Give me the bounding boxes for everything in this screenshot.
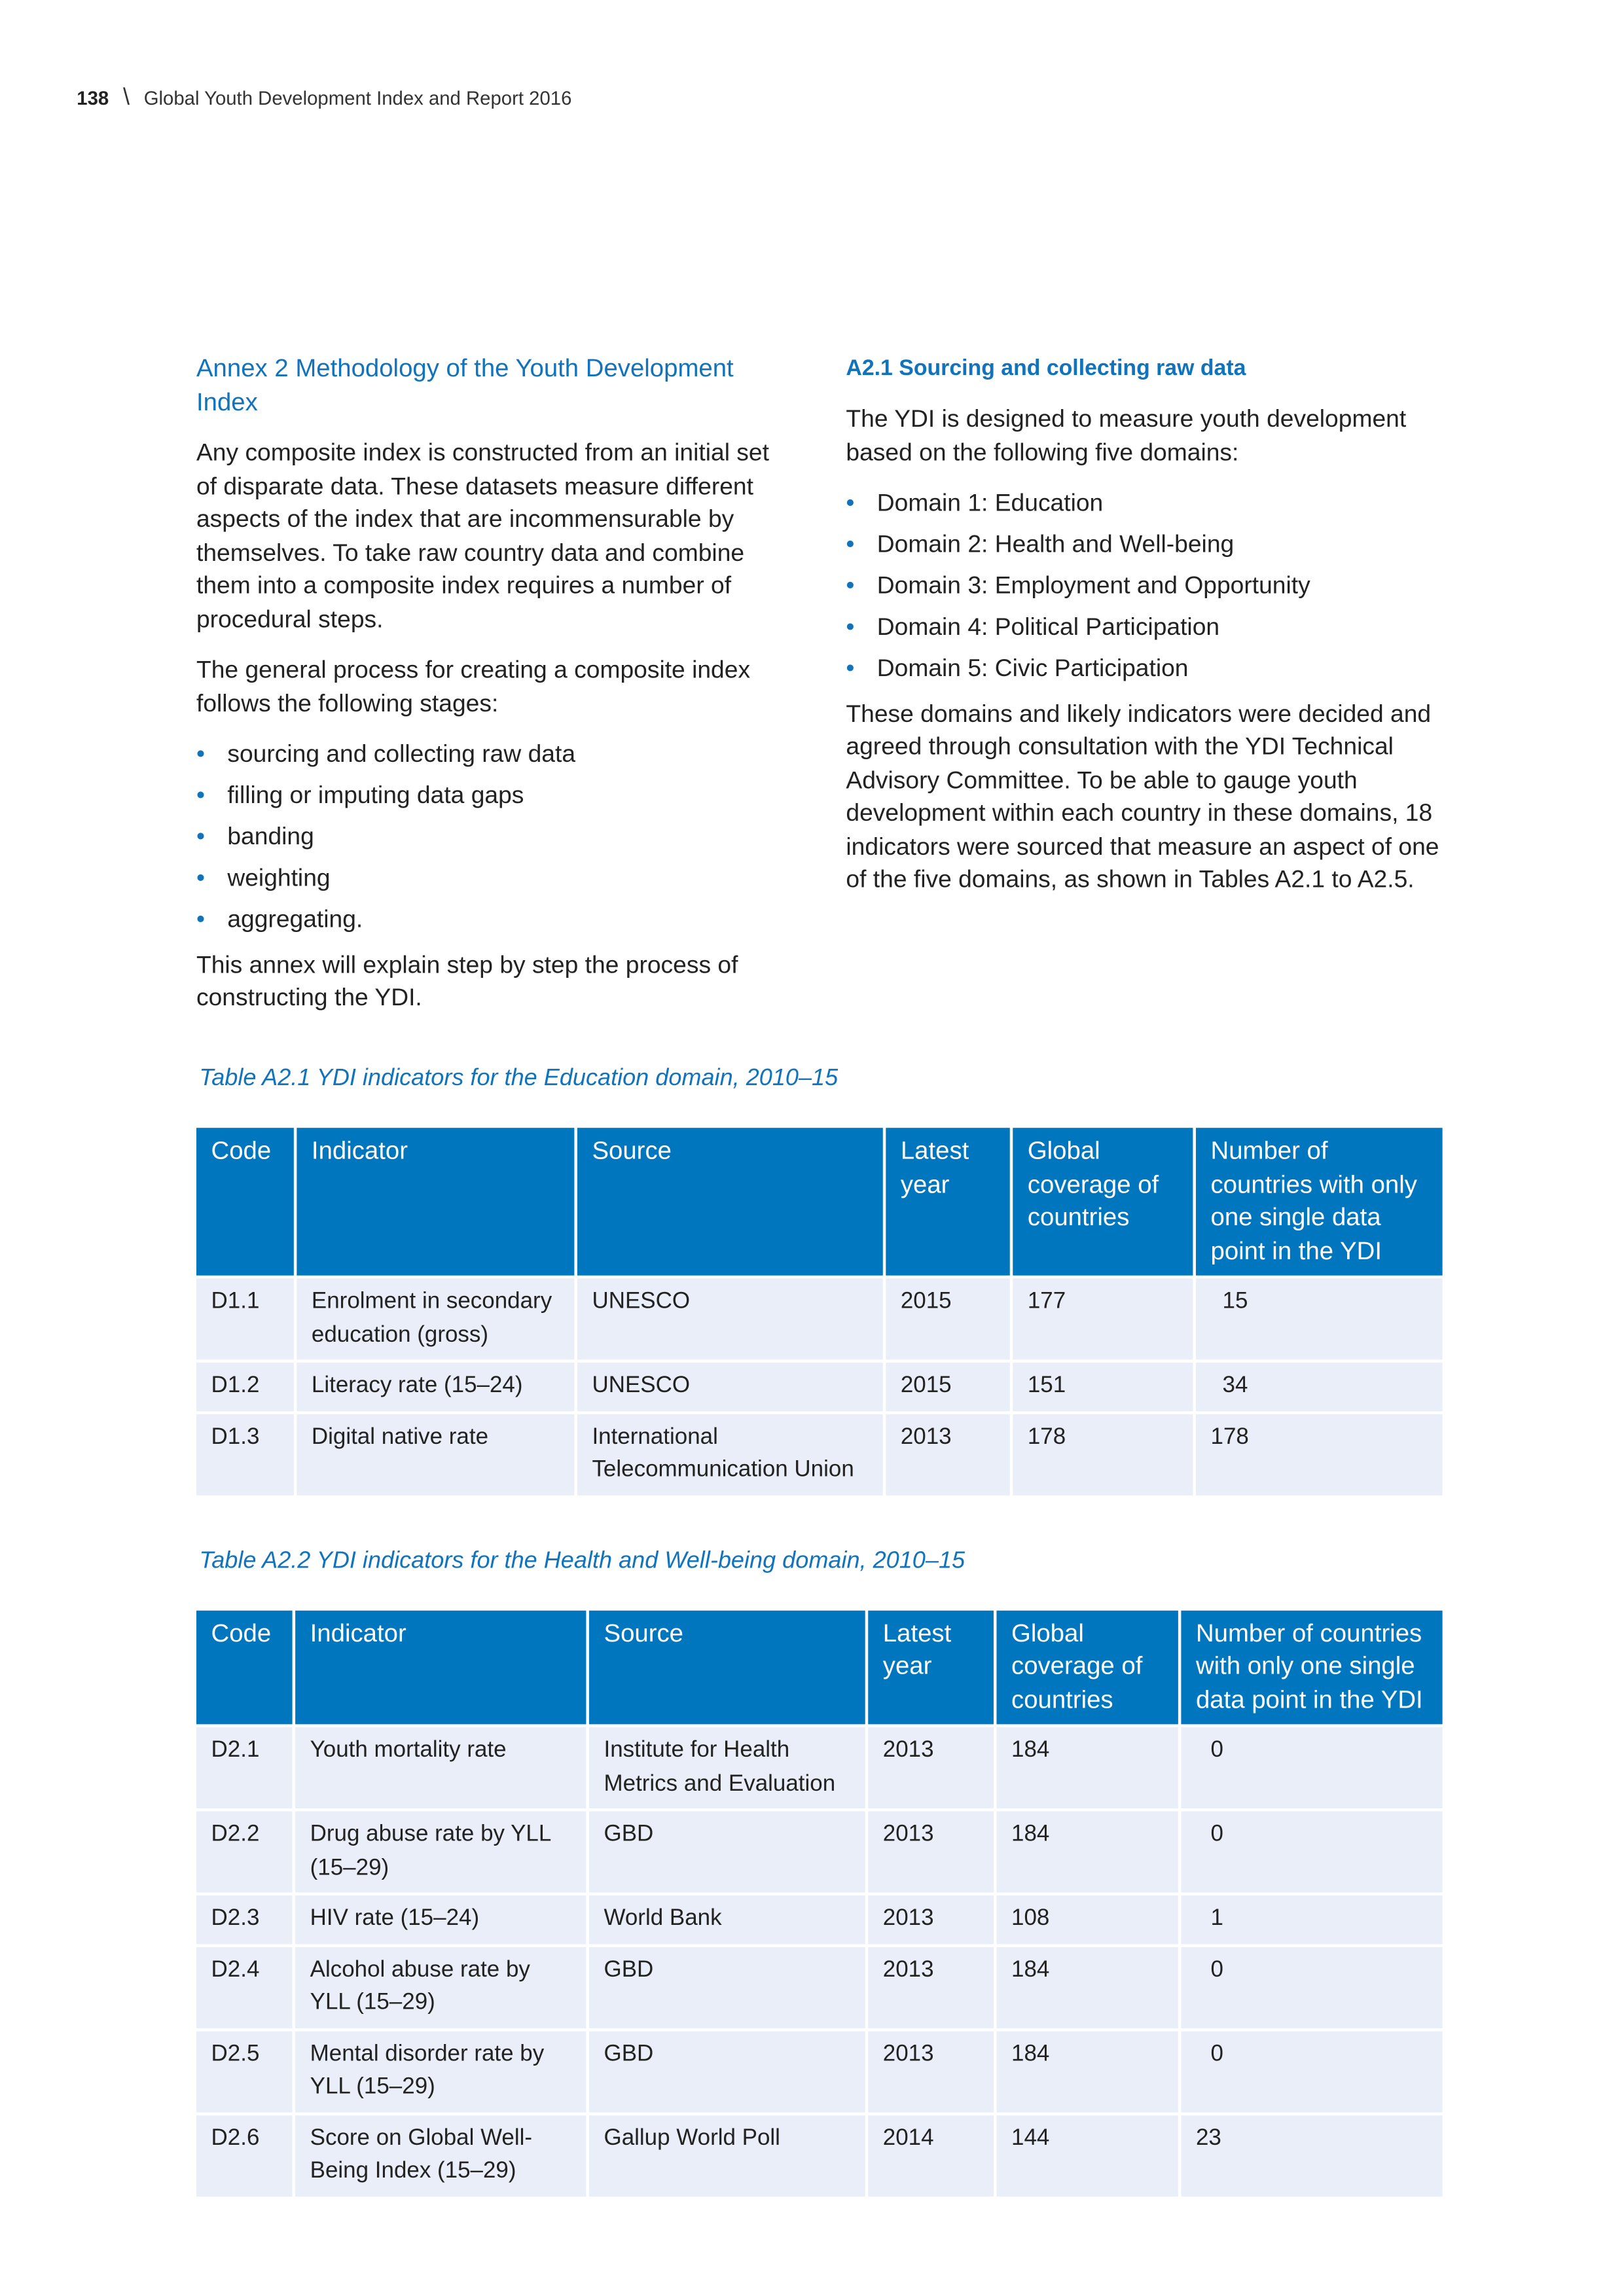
- table-cell: Score on Global Well-Being Index (15–29): [295, 2115, 586, 2196]
- table-cell: UNESCO: [577, 1363, 883, 1410]
- publication-title: Global Youth Development Index and Report 2016: [143, 87, 572, 109]
- table-cell: 2013: [868, 1946, 994, 2028]
- table-row: [196, 2115, 1443, 2196]
- column-header: Code: [196, 1128, 294, 1276]
- column-header: Code: [196, 1610, 293, 1725]
- table-cell: 0: [1181, 1946, 1442, 2028]
- paragraph: This annex will explain step by step the process of constructing the YDI.: [196, 951, 738, 1012]
- list-item: [846, 653, 1442, 686]
- table-row: [196, 1895, 1443, 1943]
- table-caption: Table A2.1 YDI indicators for the Education domain, 2010–15: [199, 1066, 839, 1091]
- table-cell: Digital native rate: [297, 1414, 574, 1495]
- table-cell: 178: [1196, 1414, 1443, 1495]
- table-cell: 2015: [886, 1363, 1009, 1410]
- table-cell: GBD: [589, 2030, 865, 2111]
- list-item: [846, 611, 1442, 645]
- bullet-icon: •: [196, 865, 206, 892]
- separator: \: [122, 85, 130, 111]
- health-indicators-table: [193, 1607, 1445, 2198]
- table-caption: Table A2.2 YDI indicators for the Health and Well-being domain, 2010–15: [199, 1547, 965, 1573]
- table-cell: D2.4: [196, 1946, 293, 2028]
- table-cell: World Bank: [589, 1895, 865, 1943]
- education-indicators-table: [193, 1125, 1445, 1498]
- table-cell: 184: [996, 2030, 1178, 2111]
- list-item-text: banding: [227, 823, 314, 851]
- table-cell: 184: [996, 1727, 1178, 1808]
- list-item-text: Domain 1: Education: [876, 490, 1104, 517]
- list-item-text: weighting: [227, 865, 331, 892]
- bullet-icon: •: [846, 573, 855, 600]
- bullet-icon: •: [846, 655, 855, 683]
- left-column: [196, 353, 787, 1033]
- paragraph: The general process for creating a composite index follows the following stages:: [196, 656, 751, 717]
- table-cell: 178: [1013, 1414, 1193, 1495]
- table-cell: D2.2: [196, 1811, 293, 1892]
- right-column: [846, 353, 1442, 914]
- annex-heading: Annex 2 Methodology of the Youth Development Index: [196, 354, 734, 416]
- table-cell: 144: [996, 2115, 1178, 2196]
- table-cell: 177: [1013, 1278, 1193, 1359]
- column-header: Source: [577, 1128, 883, 1276]
- table-cell: International Telecommunication Union: [577, 1414, 883, 1495]
- table-cell: Gallup World Poll: [589, 2115, 865, 2196]
- list-item-text: aggregating.: [227, 906, 363, 933]
- table-cell: Alcohol abuse rate by YLL (15–29): [295, 1946, 586, 2028]
- paragraph: Any composite index is constructed from an initial set of disparate data. These datasets measure different aspects of the index that are incommensurable by themselves. To take raw country data and combine them into a composite index requires a number of procedural steps.: [196, 440, 769, 633]
- table-cell: HIV rate (15–24): [295, 1895, 586, 1943]
- page-number: 138: [77, 87, 109, 109]
- column-header: Global coverage of countries: [1013, 1128, 1193, 1276]
- table-cell: 15: [1196, 1278, 1443, 1359]
- list-item: [846, 570, 1442, 603]
- column-header: Number of countries with only one single data point in the YDI: [1196, 1128, 1443, 1276]
- bullet-icon: •: [196, 906, 206, 933]
- table-cell: D1.1: [196, 1278, 294, 1359]
- table-row: [196, 1363, 1443, 1410]
- domains-list: [846, 487, 1442, 685]
- table-cell: Drug abuse rate by YLL (15–29): [295, 1811, 586, 1892]
- bullet-icon: •: [196, 823, 206, 851]
- table-cell: UNESCO: [577, 1278, 883, 1359]
- list-item: [196, 903, 787, 937]
- list-item: [846, 487, 1442, 520]
- table-row: [196, 2030, 1443, 2111]
- table-cell: D2.5: [196, 2030, 293, 2111]
- column-header: Global coverage of countries: [996, 1610, 1178, 1725]
- table-cell: 34: [1196, 1363, 1443, 1410]
- list-item-text: Domain 4: Political Participation: [876, 614, 1220, 641]
- table-cell: Mental disorder rate by YLL (15–29): [295, 2030, 586, 2111]
- table-row: [196, 1727, 1443, 1808]
- header-row: [196, 1610, 1443, 1725]
- table-cell: 2013: [868, 1811, 994, 1892]
- table-row: [196, 1946, 1443, 2028]
- table-cell: Enrolment in secondary education (gross): [297, 1278, 574, 1359]
- list-item-text: Domain 5: Civic Participation: [876, 655, 1189, 683]
- stages-list: [196, 738, 787, 937]
- table-cell: D1.3: [196, 1414, 294, 1495]
- table-cell: 2013: [886, 1414, 1009, 1495]
- table-cell: GBD: [589, 1946, 865, 2028]
- intro-columns: [196, 353, 1443, 1063]
- table-cell: 23: [1181, 2115, 1442, 2196]
- table-cell: 0: [1181, 2030, 1442, 2111]
- table-row: [196, 1811, 1443, 1892]
- list-item-text: filling or imputing data gaps: [227, 782, 524, 810]
- bullet-icon: •: [846, 614, 855, 641]
- list-item: [196, 738, 787, 772]
- table-cell: 2013: [868, 2030, 994, 2111]
- paragraph: The YDI is designed to measure youth development based on the following five domains:: [846, 406, 1407, 466]
- header-row: [196, 1128, 1443, 1276]
- table-cell: Literacy rate (15–24): [297, 1363, 574, 1410]
- column-header: Indicator: [297, 1128, 574, 1276]
- table-cell: 2015: [886, 1278, 1009, 1359]
- table-cell: D1.2: [196, 1363, 294, 1410]
- list-item-text: Domain 2: Health and Well-being: [876, 531, 1235, 558]
- running-head: [77, 86, 571, 113]
- table-cell: GBD: [589, 1811, 865, 1892]
- bullet-icon: •: [196, 782, 206, 810]
- section-heading: A2.1 Sourcing and collecting raw data: [846, 355, 1246, 381]
- column-header: Latest year: [868, 1610, 994, 1725]
- table-cell: 2014: [868, 2115, 994, 2196]
- table-cell: D2.3: [196, 1895, 293, 1943]
- table-cell: D2.6: [196, 2115, 293, 2196]
- table-cell: D2.1: [196, 1727, 293, 1808]
- list-item: [196, 862, 787, 895]
- list-item-text: sourcing and collecting raw data: [227, 741, 576, 768]
- table-cell: Youth mortality rate: [295, 1727, 586, 1808]
- column-header: Latest year: [886, 1128, 1009, 1276]
- table-cell: 1: [1181, 1895, 1442, 1943]
- column-header: Number of countries with only one single data point in the YDI: [1181, 1610, 1442, 1725]
- list-item: [196, 780, 787, 813]
- table-row: [196, 1414, 1443, 1495]
- table-cell: Institute for Health Metrics and Evaluation: [589, 1727, 865, 1808]
- table-cell: 2013: [868, 1727, 994, 1808]
- paragraph: These domains and likely indicators were decided and agreed through consultation with the YDI Technical Advisory Committee. To be able to gauge youth development within each country in these domains, 18 indicators were sourced that measure an aspect of one of the five domains, as shown in Tables A2.1 to A2.5.: [846, 700, 1439, 893]
- table-cell: 151: [1013, 1363, 1193, 1410]
- list-item: [846, 528, 1442, 562]
- list-item-text: Domain 3: Employment and Opportunity: [876, 573, 1310, 600]
- table-row: [196, 1278, 1443, 1359]
- table-cell: 0: [1181, 1811, 1442, 1892]
- bullet-icon: •: [196, 741, 206, 768]
- table-cell: 2013: [868, 1895, 994, 1943]
- table-cell: 108: [996, 1895, 1178, 1943]
- column-header: Indicator: [295, 1610, 586, 1725]
- bullet-icon: •: [846, 490, 855, 517]
- column-header: Source: [589, 1610, 865, 1725]
- content: [196, 353, 1443, 2199]
- bullet-icon: •: [846, 531, 855, 558]
- table-cell: 184: [996, 1946, 1178, 2028]
- table-cell: 184: [996, 1811, 1178, 1892]
- list-item: [196, 821, 787, 854]
- table-cell: 0: [1181, 1727, 1442, 1808]
